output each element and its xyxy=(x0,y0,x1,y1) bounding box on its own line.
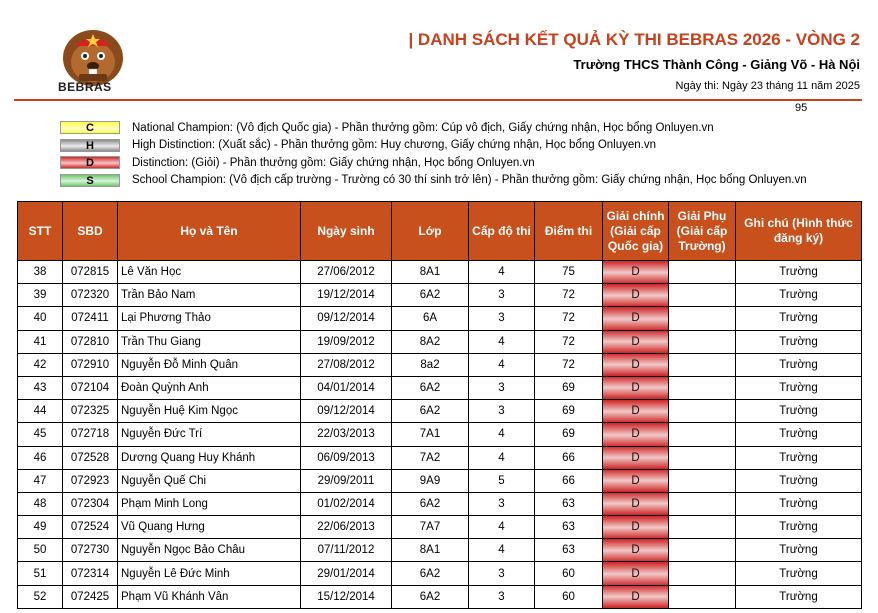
cell-dob: 27/06/2012 xyxy=(301,261,392,284)
cell-class: 8A1 xyxy=(392,539,469,562)
header-dob: Ngày sinh xyxy=(301,202,392,261)
cell-name: Lê Văn Học xyxy=(118,261,301,284)
legend-text-c: National Champion: (Vô địch Quốc gia) - Phần thưởng gồm: Cúp vô địch, Giấy chứng nhận, Học bổng Onluyen.vn xyxy=(132,121,714,134)
cell-score: 60 xyxy=(535,562,603,585)
cell-note: Trường xyxy=(736,423,862,446)
legend-text-s: School Champion: (Vô địch cấp trường - Trường có 30 thí sinh trở lên) - Phần thưởng gồm: Giấy chứng nhận, Học bổng Onluyen.vn xyxy=(132,174,807,187)
cell-main-prize: D xyxy=(603,261,669,284)
header-class: Lớp xyxy=(392,202,469,261)
legend-swatch-c: C xyxy=(60,121,120,134)
cell-level: 3 xyxy=(469,492,535,515)
table-row xyxy=(18,261,862,284)
cell-main-prize: D xyxy=(603,376,669,399)
cell-note: Trường xyxy=(736,539,862,562)
cell-name: Đoàn Quỳnh Anh xyxy=(118,376,301,399)
cell-level: 3 xyxy=(469,376,535,399)
exam-date: Ngày thi: Ngày 23 tháng 11 năm 2025 xyxy=(675,80,860,92)
legend-item-s xyxy=(60,172,807,190)
cell-sub-prize xyxy=(669,516,736,539)
cell-main-prize: D xyxy=(603,330,669,353)
cell-stt: 50 xyxy=(18,539,63,562)
cell-main-prize: D xyxy=(603,353,669,376)
header-main-prize: Giải chính (Giải cấp Quốc gia) xyxy=(603,202,669,261)
school-name: Trường THCS Thành Công - Giảng Võ - Hà Nội xyxy=(573,57,860,72)
cell-sub-prize xyxy=(669,284,736,307)
cell-sbd: 072910 xyxy=(63,353,118,376)
table-row xyxy=(18,353,862,376)
legend-swatch-s: S xyxy=(60,174,120,187)
cell-level: 3 xyxy=(469,400,535,423)
cell-main-prize: D xyxy=(603,469,669,492)
cell-score: 63 xyxy=(535,539,603,562)
cell-note: Trường xyxy=(736,284,862,307)
cell-sub-prize xyxy=(669,400,736,423)
cell-class: 7A1 xyxy=(392,423,469,446)
cell-class: 6A2 xyxy=(392,284,469,307)
cell-score: 72 xyxy=(535,330,603,353)
cell-sub-prize xyxy=(669,330,736,353)
cell-name: Nguyễn Lê Đức Minh xyxy=(118,562,301,585)
cell-note: Trường xyxy=(736,516,862,539)
cell-note: Trường xyxy=(736,353,862,376)
cell-sbd: 072411 xyxy=(63,307,118,330)
cell-class: 6A2 xyxy=(392,400,469,423)
cell-level: 5 xyxy=(469,469,535,492)
cell-sbd: 072314 xyxy=(63,562,118,585)
cell-stt: 42 xyxy=(18,353,63,376)
cell-score: 63 xyxy=(535,516,603,539)
cell-note: Trường xyxy=(736,307,862,330)
legend-swatch-d: D xyxy=(60,156,120,169)
cell-dob: 09/12/2014 xyxy=(301,400,392,423)
cell-sub-prize xyxy=(669,261,736,284)
cell-score: 63 xyxy=(535,492,603,515)
cell-note: Trường xyxy=(736,585,862,608)
table-row xyxy=(18,516,862,539)
cell-stt: 44 xyxy=(18,400,63,423)
cell-main-prize: D xyxy=(603,307,669,330)
cell-name: Nguyễn Huệ Kim Ngọc xyxy=(118,400,301,423)
cell-class: 6A2 xyxy=(392,492,469,515)
cell-name: Nguyễn Quế Chi xyxy=(118,469,301,492)
cell-name: Lại Phương Thảo xyxy=(118,307,301,330)
cell-main-prize: D xyxy=(603,516,669,539)
prize-legend xyxy=(60,119,807,189)
table-row xyxy=(18,330,862,353)
header-divider xyxy=(14,99,862,101)
cell-level: 4 xyxy=(469,353,535,376)
cell-dob: 22/03/2013 xyxy=(301,423,392,446)
cell-name: Trần Bảo Nam xyxy=(118,284,301,307)
cell-stt: 45 xyxy=(18,423,63,446)
cell-score: 72 xyxy=(535,307,603,330)
cell-score: 66 xyxy=(535,469,603,492)
cell-note: Trường xyxy=(736,330,862,353)
cell-class: 7A7 xyxy=(392,516,469,539)
cell-main-prize: D xyxy=(603,492,669,515)
legend-swatch-h: H xyxy=(60,139,120,152)
cell-note: Trường xyxy=(736,261,862,284)
cell-level: 3 xyxy=(469,562,535,585)
table-row xyxy=(18,539,862,562)
cell-name: Trần Thu Giang xyxy=(118,330,301,353)
cell-dob: 19/09/2012 xyxy=(301,330,392,353)
page-title: | DANH SÁCH KẾT QUẢ KỲ THI BEBRAS 2026 - VÒNG 2 xyxy=(408,30,860,49)
cell-sub-prize xyxy=(669,492,736,515)
legend-item-c xyxy=(60,119,807,137)
cell-stt: 47 xyxy=(18,469,63,492)
cell-note: Trường xyxy=(736,446,862,469)
cell-name: Vũ Quang Hưng xyxy=(118,516,301,539)
cell-class: 6A2 xyxy=(392,562,469,585)
table-row xyxy=(18,585,862,608)
cell-dob: 04/01/2014 xyxy=(301,376,392,399)
cell-score: 72 xyxy=(535,284,603,307)
cell-sub-prize xyxy=(669,539,736,562)
cell-score: 72 xyxy=(535,353,603,376)
cell-sub-prize xyxy=(669,562,736,585)
cell-sbd: 072320 xyxy=(63,284,118,307)
cell-note: Trường xyxy=(736,562,862,585)
cell-class: 8A2 xyxy=(392,330,469,353)
table-row xyxy=(18,376,862,399)
table-row xyxy=(18,423,862,446)
cell-name: Phạm Minh Long xyxy=(118,492,301,515)
cell-dob: 06/09/2013 xyxy=(301,446,392,469)
cell-level: 4 xyxy=(469,446,535,469)
cell-sub-prize xyxy=(669,585,736,608)
cell-level: 4 xyxy=(469,539,535,562)
cell-dob: 09/12/2014 xyxy=(301,307,392,330)
cell-dob: 07/11/2012 xyxy=(301,539,392,562)
cell-sbd: 072528 xyxy=(63,446,118,469)
cell-score: 66 xyxy=(535,446,603,469)
cell-name: Nguyễn Đức Trí xyxy=(118,423,301,446)
cell-sub-prize xyxy=(669,353,736,376)
legend-text-h: High Distinction: (Xuất sắc) - Phần thưởng gồm: Huy chương, Giấy chứng nhận, Học bổng Onluyen.vn xyxy=(132,139,656,152)
cell-main-prize: D xyxy=(603,562,669,585)
cell-dob: 22/06/2013 xyxy=(301,516,392,539)
cell-stt: 51 xyxy=(18,562,63,585)
cell-level: 4 xyxy=(469,423,535,446)
header-sbd: SBD xyxy=(63,202,118,261)
legend-item-d xyxy=(60,154,807,172)
cell-class: 6A2 xyxy=(392,376,469,399)
table-row xyxy=(18,562,862,585)
cell-name: Dương Quang Huy Khánh xyxy=(118,446,301,469)
cell-name: Phạm Vũ Khánh Vân xyxy=(118,585,301,608)
cell-name: Nguyễn Ngọc Bảo Châu xyxy=(118,539,301,562)
cell-note: Trường xyxy=(736,469,862,492)
cell-main-prize: D xyxy=(603,446,669,469)
cell-stt: 38 xyxy=(18,261,63,284)
cell-score: 60 xyxy=(535,585,603,608)
cell-sub-prize xyxy=(669,307,736,330)
cell-sub-prize xyxy=(669,423,736,446)
cell-level: 4 xyxy=(469,330,535,353)
table-row xyxy=(18,446,862,469)
cell-dob: 29/01/2014 xyxy=(301,562,392,585)
cell-main-prize: D xyxy=(603,400,669,423)
cell-sub-prize xyxy=(669,469,736,492)
logo-text: BEBRAS xyxy=(58,80,112,94)
cell-note: Trường xyxy=(736,376,862,399)
table-row xyxy=(18,284,862,307)
cell-sub-prize xyxy=(669,446,736,469)
cell-stt: 41 xyxy=(18,330,63,353)
cell-stt: 43 xyxy=(18,376,63,399)
table-row xyxy=(18,400,862,423)
cell-sbd: 072718 xyxy=(63,423,118,446)
results-table xyxy=(17,201,862,609)
cell-dob: 29/09/2011 xyxy=(301,469,392,492)
header-note: Ghi chú (Hình thức đăng ký) xyxy=(736,202,862,261)
cell-sbd: 072425 xyxy=(63,585,118,608)
cell-main-prize: D xyxy=(603,539,669,562)
cell-level: 3 xyxy=(469,307,535,330)
cell-score: 69 xyxy=(535,423,603,446)
cell-level: 4 xyxy=(469,261,535,284)
cell-score: 75 xyxy=(535,261,603,284)
cell-dob: 15/12/2014 xyxy=(301,585,392,608)
header-level: Cấp độ thi xyxy=(469,202,535,261)
cell-score: 69 xyxy=(535,376,603,399)
legend-item-h xyxy=(60,137,807,155)
header-stt: STT xyxy=(18,202,63,261)
table-row xyxy=(18,469,862,492)
cell-sbd: 072815 xyxy=(63,261,118,284)
cell-level: 3 xyxy=(469,284,535,307)
cell-level: 4 xyxy=(469,516,535,539)
cell-stt: 52 xyxy=(18,585,63,608)
cell-sbd: 072730 xyxy=(63,539,118,562)
cell-class: 8a2 xyxy=(392,353,469,376)
cell-stt: 49 xyxy=(18,516,63,539)
table-row xyxy=(18,492,862,515)
cell-sub-prize xyxy=(669,376,736,399)
cell-name: Nguyễn Đỗ Minh Quân xyxy=(118,353,301,376)
page-number: 95 xyxy=(795,102,808,114)
cell-stt: 48 xyxy=(18,492,63,515)
legend-text-d: Distinction: (Giỏi) - Phần thưởng gồm: Giấy chứng nhận, Học bổng Onluyen.vn xyxy=(132,156,535,169)
cell-stt: 39 xyxy=(18,284,63,307)
cell-note: Trường xyxy=(736,400,862,423)
cell-main-prize: D xyxy=(603,284,669,307)
cell-class: 8A1 xyxy=(392,261,469,284)
cell-stt: 40 xyxy=(18,307,63,330)
cell-class: 6A2 xyxy=(392,585,469,608)
cell-dob: 27/08/2012 xyxy=(301,353,392,376)
cell-dob: 01/02/2014 xyxy=(301,492,392,515)
header-score: Điểm thi xyxy=(535,202,603,261)
cell-sbd: 072810 xyxy=(63,330,118,353)
cell-note: Trường xyxy=(736,492,862,515)
table-row xyxy=(18,307,862,330)
cell-sbd: 072325 xyxy=(63,400,118,423)
cell-level: 3 xyxy=(469,585,535,608)
cell-stt: 46 xyxy=(18,446,63,469)
cell-sbd: 072304 xyxy=(63,492,118,515)
cell-main-prize: D xyxy=(603,585,669,608)
header-sub-prize: Giải Phụ (Giải cấp Trường) xyxy=(669,202,736,261)
cell-score: 69 xyxy=(535,400,603,423)
cell-class: 7A2 xyxy=(392,446,469,469)
cell-dob: 19/12/2014 xyxy=(301,284,392,307)
cell-class: 9A9 xyxy=(392,469,469,492)
header-name: Họ và Tên xyxy=(118,202,301,261)
cell-class: 6A xyxy=(392,307,469,330)
cell-sbd: 072104 xyxy=(63,376,118,399)
cell-sbd: 072923 xyxy=(63,469,118,492)
cell-main-prize: D xyxy=(603,423,669,446)
cell-sbd: 072524 xyxy=(63,516,118,539)
table-header-row xyxy=(18,202,862,261)
